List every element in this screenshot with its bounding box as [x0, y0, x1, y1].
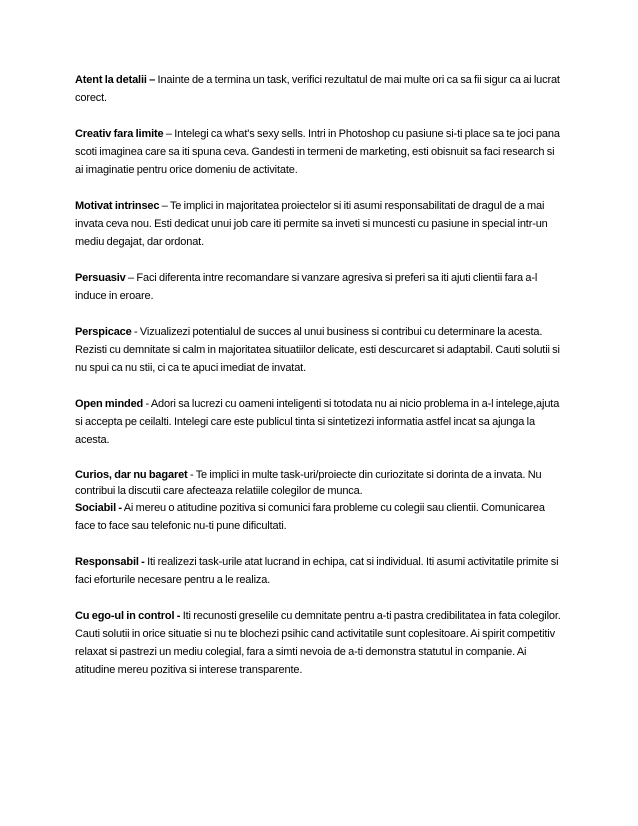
paragraph-term: Creativ fara limite — [75, 128, 164, 140]
paragraph-curios-dar-nu-bagaret — [75, 467, 565, 499]
paragraph-text: Ai mereu o atitudine pozitiva si comunici fara probleme cu colegii sau clientii. Comunicarea face to face sau telefonic nu-ti pune dificultati. — [75, 502, 545, 532]
paragraph-text: - Te implici in multe task-uri/proiecte din curiozitate si dorinta de a invata. Nu contribui la discutii care afecteaza relatiile colegilor de munca. — [75, 469, 542, 497]
paragraph-term: Motivat intrinsec — [75, 200, 160, 212]
paragraph-atent-la-detalii — [75, 71, 565, 107]
paragraph-motivat-intrinsec — [75, 197, 565, 251]
paragraph-term: Cu ego-ul in control - — [75, 610, 181, 622]
paragraph-term: Sociabil - — [75, 502, 122, 514]
paragraph-text: Iti recunosti greselile cu demnitate pentru a-ti pastra credibilitatea in fata colegilor. Cauti solutii in orice situatie si nu te blochezi psihic cand activitatile sunt coplesitoare. Ai spirit competitiv relaxat si pastrezi un mediu colegial, fara a simti nevoia de a-ti demonstra statutul in companie. Ai atitudine mereu pozitiva si interese transparente. — [75, 610, 561, 676]
paragraph-cu-ego-ul-in-control — [75, 607, 565, 679]
paragraph-open-minded — [75, 395, 565, 449]
paragraph-perspicace — [75, 323, 565, 377]
paragraph-text: – Intelegi ca what's sexy sells. Intri in Photoshop cu pasiune si-ti place sa te joci pana scoti imaginea care sa iti spuna ceva. Gandesti in termeni de marketing, esti obisnuit sa faci research si ai imaginatie pentru orice domeniu de activitate. — [75, 128, 560, 176]
paragraph-persuasiv — [75, 269, 565, 305]
paragraph-sociabil — [75, 499, 565, 535]
paragraph-term: Perspicace — [75, 326, 132, 338]
paragraph-term: Open minded — [75, 398, 144, 410]
paragraph-responsabil — [75, 553, 565, 589]
paragraph-text: Inainte de a termina un task, verifici rezultatul de mai multe ori ca sa fii sigur ca ai lucrat corect. — [75, 74, 560, 104]
paragraph-text: - Adori sa lucrezi cu oameni inteligenti si totodata nu ai nicio problema in a-l intelege,ajuta si accepta pe ceilalti. Intelegi care este publicul tinta si sintetizezi informatia astfel incat sa ajunga la acesta. — [75, 398, 560, 446]
paragraph-term: Responsabil - — [75, 556, 145, 568]
paragraph-term: Curios, dar nu bagaret — [75, 469, 188, 481]
paragraph-text: – Te implici in majoritatea proiectelor si iti asumi responsabilitati de dragul de a mai invata ceva nou. Esti dedicat unui job care iti permite sa inveti si muncesti cu pasiune in special intr-un mediu degajat, dar ordonat. — [75, 200, 548, 248]
paragraph-creativ-fara-limite — [75, 125, 565, 179]
paragraph-term: Atent la detalii – — [75, 74, 156, 86]
paragraph-text: – Faci diferenta intre recomandare si vanzare agresiva si preferi sa iti ajuti clientii fara a-l induce in eroare. — [75, 272, 538, 302]
document-page — [75, 71, 565, 679]
paragraph-text: - Vizualizezi potentialul de succes al unui business si contribui cu determinare la acesta. Rezisti cu demnitate si calm in majoritatea situatiilor delicate, esti descurcaret si adaptabil. Cauti solutii si nu spui ca nu stii, ci ca te apuci imediat de invatat. — [75, 326, 560, 374]
paragraph-term: Persuasiv — [75, 272, 126, 284]
paragraph-text: Iti realizezi task-urile atat lucrand in echipa, cat si individual. Iti asumi activitatile primite si faci eforturile necesare pentru a le realiza. — [75, 556, 559, 586]
